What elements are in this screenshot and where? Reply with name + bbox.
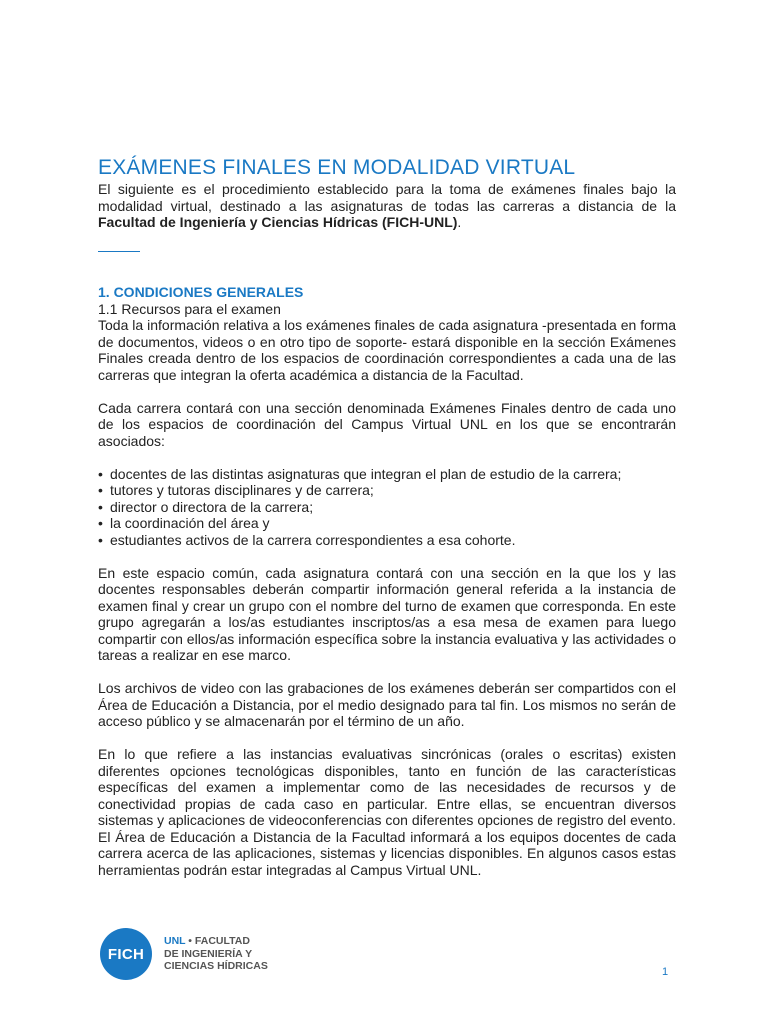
document-page — [98, 155, 676, 878]
intro-paragraph — [98, 181, 676, 231]
faculty-name: UNL • FACULTAD DE INGENIERÍA Y CIENCIAS HÍDRICAS — [164, 935, 268, 973]
intro-text: El siguiente es el procedimiento establecido para la toma de exámenes finales bajo la modalidad virtual, destinado a las asignaturas de todas las carreras a distancia de la — [98, 181, 676, 214]
fich-logo-circle: FICH — [100, 928, 152, 980]
unl-label: UNL — [164, 935, 186, 948]
intro-bold-text: Facultad de Ingeniería y Ciencias Hídricas (FICH-UNL) — [98, 214, 458, 230]
paragraph-2: Cada carrera contará con una sección denominada Exámenes Finales dentro de cada uno de los espacios de coordinación del Campus Virtual UNL en los que se encontrarán asociados: — [98, 399, 676, 449]
title-divider — [98, 251, 140, 252]
list-item: • tutores y tutoras disciplinares y de carrera; — [98, 482, 374, 498]
bullet-list — [98, 466, 676, 549]
list-item: • estudiantes activos de la carrera correspondientes a esa cohorte. — [98, 531, 516, 548]
paragraph-4: Los archivos de video con las grabaciones de los exámenes deberán ser compartidos con el Área de Educación a Distancia, por el medio designado para tal fin. Los mismos no serán de acceso público y se almacenarán por el término de un año. — [98, 680, 676, 729]
page-number: 1 — [662, 966, 669, 978]
bullet-dot: • — [98, 465, 103, 482]
bullet-dot: • — [98, 515, 103, 531]
subsection-heading: 1.1 Recursos para el examen — [98, 300, 281, 317]
paragraph-5: En lo que refiere a las instancias evaluativas sincrónicas (orales o escritas) existen diferentes opciones tecnológicas disponibles, tanto en función de las características específicas del examen a implementar como de las necesidades de recursos y de conectividad propias de cada caso en particular. Entre ellas, se encuentran diversos sistemas y aplicaciones de videoconferencias con diferentes opciones de registro del evento. El Área de Educación a Distancia de la Facultad informará a los equipos docentes de cada carrera acerca de las aplicaciones, sistemas y licencias disponibles. En algunos casos estas herramientas podrán estar integradas al Campus Virtual UNL. — [98, 746, 676, 878]
bullet-dot: • — [98, 531, 103, 548]
paragraph-3: En este espacio común, cada asignatura contará con una sección en la que los y las docentes responsables deberán compartir información general referida a la instancia de examen final y crear un grupo con el nombre del turno de examen que corresponda. En este grupo agregarán a los/as estudiantes inscriptos/as a esa mesa de examen para luego compartir con ellos/as información específica sobre la instancia evaluativa y las actividades o tareas a realizar en ese marco. — [98, 564, 676, 663]
paragraph-1: Toda la información relativa a los exámenes finales de cada asignatura -presentada en forma de documentos, videos o en otro tipo de soporte- estará disponible en la sección Exámenes Finales creada dentro de los espacios de coordinación correspondientes a cada una de las carreras que integran la oferta académica a distancia de la Facultad. — [98, 317, 676, 383]
list-item: • la coordinación del área y — [98, 515, 270, 531]
document-title: EXÁMENES FINALES EN MODALIDAD VIRTUAL — [98, 156, 576, 179]
list-item: • director o directora de la carrera; — [98, 498, 314, 515]
list-item: • docentes de las distintas asignaturas que integran el plan de estudio de la carrera; — [98, 465, 622, 482]
section-heading: 1. CONDICIONES GENERALES — [98, 283, 304, 300]
intro-end: . — [457, 214, 462, 230]
bullet-dot: • — [98, 498, 103, 515]
fich-logo — [100, 928, 268, 980]
bullet-dot: • — [98, 482, 103, 498]
